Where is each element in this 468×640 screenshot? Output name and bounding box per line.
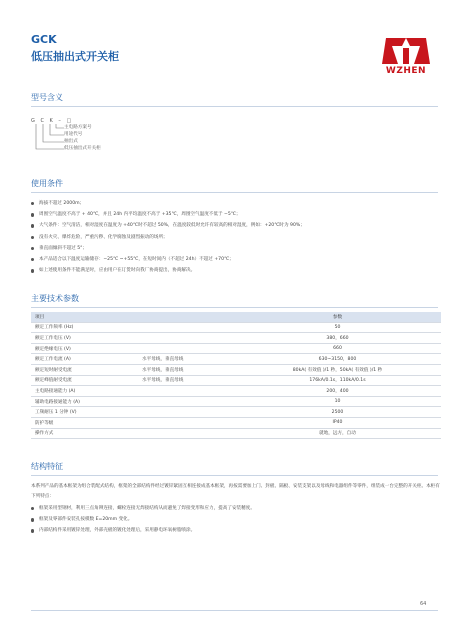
table-cell: 水平母线，垂直母线 <box>138 354 234 365</box>
table-cell: 额定工作电流 (A) <box>31 354 138 365</box>
model-label: 主电路方案号 <box>64 125 92 130</box>
model-label: 低压抽出式开关柜 <box>64 146 101 151</box>
divider <box>31 307 438 308</box>
table-cell: 额定绝缘电压 (V) <box>31 343 138 354</box>
list-item: 海拔不超过 2000m； <box>31 198 441 209</box>
table-header-cell <box>138 312 234 322</box>
brand-logo <box>372 36 440 80</box>
list-item: 框架采用型钢材，利用三点角铆连接，螺栓连接无焊接结构从而避免了焊接变形和应力，提高了安装精度。 <box>31 503 441 514</box>
model-code: G C K – □ <box>31 118 74 124</box>
table-row <box>31 396 441 407</box>
table-cell <box>138 396 234 407</box>
divider <box>31 106 438 107</box>
section-structure-heading: 结构特征 <box>31 462 63 471</box>
list-item: 内部结构件采用镀锌处理，外部壳板的镀化处理后，采用静电环氧树脂喷涂。 <box>31 525 441 536</box>
structure-list <box>31 503 441 537</box>
table-row <box>31 417 441 428</box>
table-row <box>31 407 441 418</box>
table-cell: 操作方式 <box>31 428 138 439</box>
table-cell <box>138 343 234 354</box>
table-cell: 10 <box>234 396 441 407</box>
table-row <box>31 343 441 354</box>
table-cell: 630~3150，800 <box>234 354 441 365</box>
list-item: 大气条件：空气清洁，相对湿度在温度为 +40℃时不超过 50%，在温度较低时允许有较高的相对湿度，例如：+20℃时为 90%； <box>31 220 441 231</box>
table-cell: 50 <box>234 322 441 333</box>
table-row <box>31 428 441 439</box>
table-cell: IP40 <box>234 417 441 428</box>
table-row <box>31 364 441 375</box>
logo-mark-icon <box>372 36 440 66</box>
table-cell <box>138 386 234 397</box>
table-cell: 额定工作电压 (V) <box>31 333 138 344</box>
table-cell: 就地，远方，自动 <box>234 428 441 439</box>
table-cell: 主电路接通能力 (A) <box>31 386 138 397</box>
model-label: 用途代号 <box>64 132 83 137</box>
divider <box>31 475 438 476</box>
table-cell: 额定工作频率 (Hz) <box>31 322 138 333</box>
table-row <box>31 386 441 397</box>
product-title: 低压抽出式开关柜 <box>31 50 119 63</box>
table-cell: 水平母线，垂直母线 <box>138 375 234 386</box>
params-table <box>31 312 441 439</box>
product-code: GCK <box>31 33 57 46</box>
list-item: 本产品适合以下温度运输储存：−25℃ ~+55℃，在短时间内（不超过 24h）不超过 +70℃； <box>31 254 441 265</box>
table-cell: 额定峰值耐受电流 <box>31 375 138 386</box>
table-row <box>31 322 441 333</box>
table-header-row <box>31 312 441 322</box>
divider <box>31 192 438 193</box>
table-header-cell: 参数 <box>234 312 441 322</box>
table-row <box>31 375 441 386</box>
footer-divider <box>31 610 438 611</box>
table-cell: 工频耐压 1 分钟 (V) <box>31 407 138 418</box>
section-params-heading: 主要技术参数 <box>31 294 79 303</box>
model-label: 抽出式 <box>64 139 78 144</box>
table-cell: 防护等级 <box>31 417 138 428</box>
section-conditions-heading: 使用条件 <box>31 179 63 188</box>
table-cell: 176kA/0.1s，110kA/0.1s <box>234 375 441 386</box>
table-cell: 660 <box>234 343 441 354</box>
table-cell: 辅助电路接通能力 (A) <box>31 396 138 407</box>
table-cell: 380，660 <box>234 333 441 344</box>
table-cell <box>138 333 234 344</box>
table-cell: 额定短时耐受电流 <box>31 364 138 375</box>
page-number: 64 <box>420 601 427 607</box>
table-row <box>31 354 441 365</box>
table-header-cell: 项目 <box>31 312 138 322</box>
table-cell <box>138 322 234 333</box>
table-cell: 水平母线，垂直母线 <box>138 364 234 375</box>
list-item: 框架及零部件安装孔按模数 E=20mm 变化。 <box>31 514 441 525</box>
table-cell: 2500 <box>234 407 441 418</box>
list-item: 如上述使用条件不能满足时，应由用户在订货时向我厂协商提出，协商解决。 <box>31 265 441 276</box>
model-bracket-lines <box>34 124 66 160</box>
list-item: 周围空气温度不高于 + 40℃，并且 24h 内平均温度不高于 +35℃，周围空气温度不低于 −5℃； <box>31 209 441 220</box>
structure-intro: 本系列产品的基本框架为组合装配式结构，框架的全部结构件经过镀锌紧固互相连接成基本框架，再按需要加上门、封板、隔板、安装支架以及母线和电器组件等零件，组装成一台完整的开关柜。本柜有下列特点： <box>31 484 440 499</box>
section-model-heading: 型号含义 <box>31 93 63 102</box>
table-cell <box>138 417 234 428</box>
table-row <box>31 333 441 344</box>
list-item: 垂直面倾斜不超过 5°； <box>31 243 441 254</box>
table-cell: 80kA( 有效值 )/1 秒，50kA( 有效值 )/1 秒 <box>234 364 441 375</box>
table-cell <box>138 407 234 418</box>
list-item: 没有火灾、爆炸危险，严重污秽、化学腐蚀及剧烈振动的场所； <box>31 232 441 243</box>
table-cell: 200，400 <box>234 386 441 397</box>
table-cell <box>138 428 234 439</box>
conditions-list <box>31 198 441 276</box>
logo-wordmark: WZHEN <box>385 66 427 76</box>
